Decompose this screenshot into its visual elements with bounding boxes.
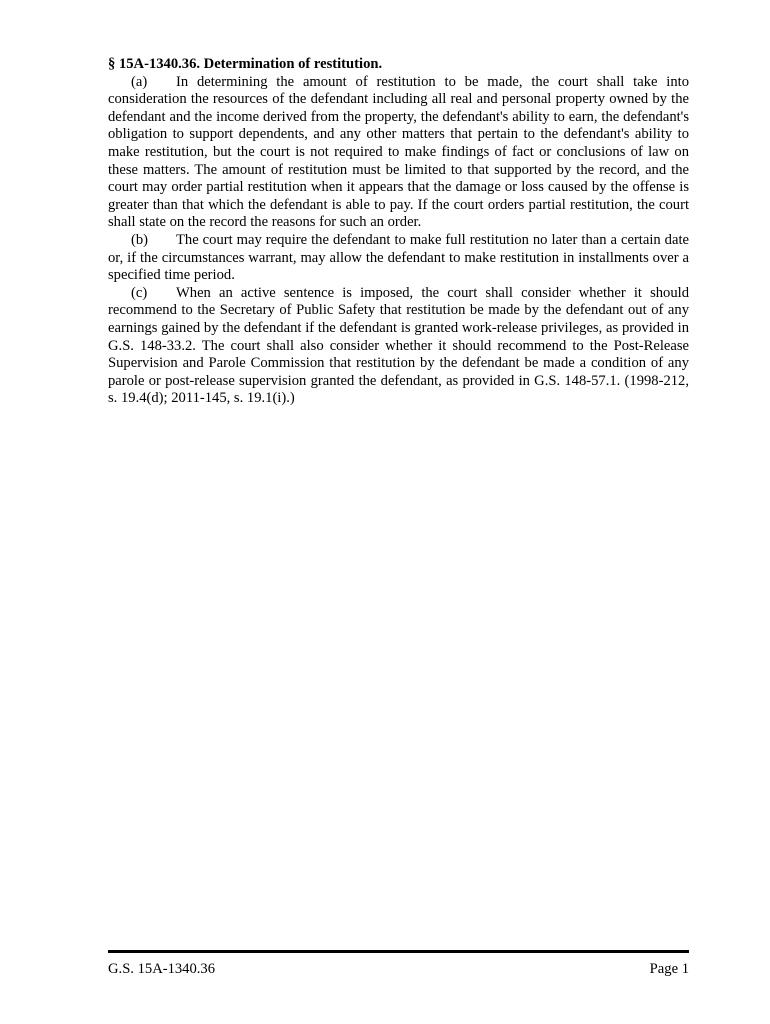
subsection-label: (b) (131, 231, 149, 248)
section-heading: § 15A-1340.36. Determination of restitution. (108, 56, 383, 72)
footer-citation: G.S. 15A-1340.36 (108, 961, 216, 977)
subsection-text: When an active sentence is imposed, the court shall consider whether it should recommend to the Secretary of Public Safety that restitution be made by the defendant out of any earnings gained by the defendant if the defendant is granted work-release privileges, as provided in G.S. 148-33.2. The court shall also consider whether it should recommend to the Post-Release Supervision and Parole Commission that restitution by the defendant be made a condition of any parole or post-release supervision granted the defendant, as provided in G.S. 148-57.1. (1998-212, s. 19.4(d); 2011-145, s. 19.1(i).) (108, 284, 689, 407)
subsection-b (108, 232, 689, 285)
page-footer (108, 950, 689, 979)
page-number: Page 1 (649, 961, 689, 977)
document-body (108, 56, 689, 408)
subsection-a (108, 74, 689, 232)
subsection-c (108, 285, 689, 408)
subsection-text: The court may require the defendant to make full restitution no later than a certain date or, if the circumstances warrant, may allow the defendant to make restitution in installments over a specified time period. (108, 231, 689, 284)
subsection-label: (a) (131, 73, 148, 90)
subsection-label: (c) (131, 284, 148, 301)
subsection-text: In determining the amount of restitution to be made, the court shall take into consideration the resources of the defendant including all real and personal property owned by the defendant and the income derived from the property, the defendant's ability to earn, the defendant's obligation to support dependents, and any other matters that pertain to the defendant's ability to make restitution, but the court is not required to make findings of fact or conclusions of law on these matters. The amount of restitution must be limited to that supported by the record, and the court may order partial restitution when it appears that the damage or loss caused by the offense is greater than that which the defendant is able to pay. If the court orders partial restitution, the court shall state on the record the reasons for such an order. (108, 73, 689, 231)
